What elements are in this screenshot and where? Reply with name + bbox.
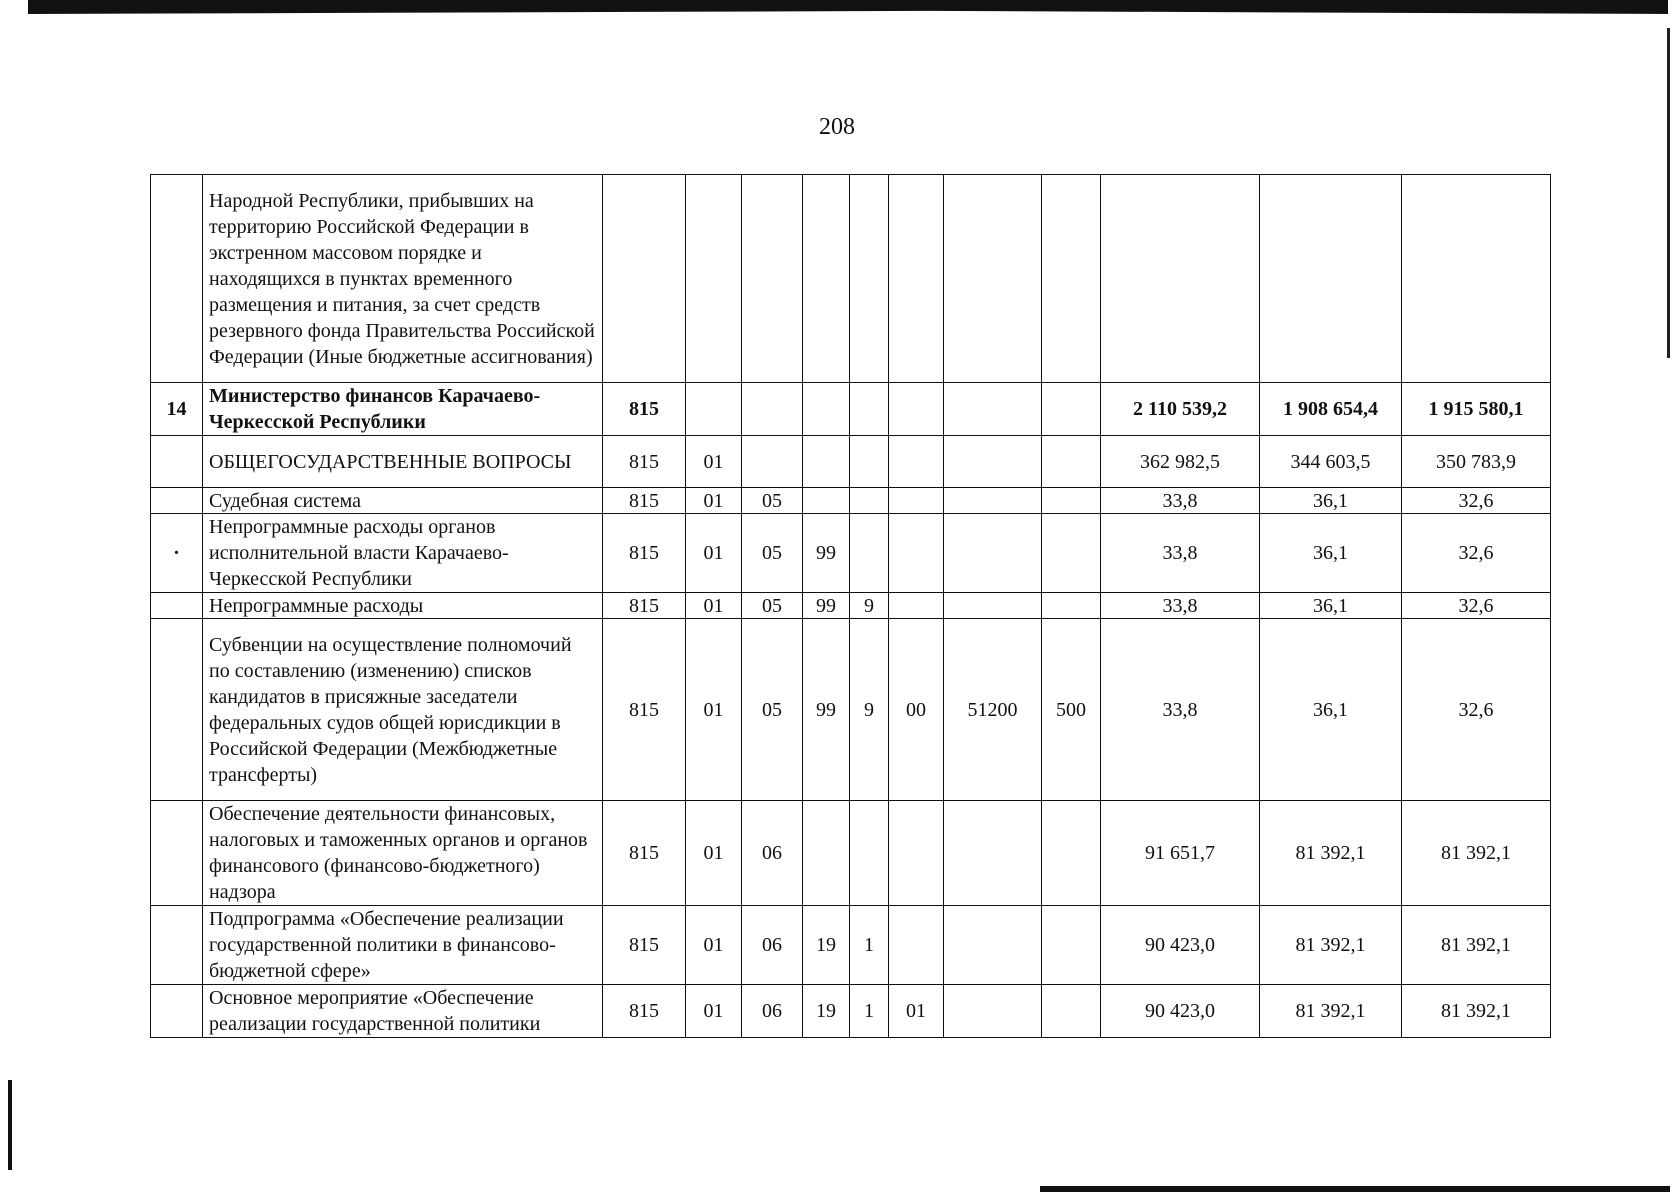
table-row [151,175,1551,383]
activity-code [889,175,944,383]
amount-year-2: 36,1 [1260,593,1402,619]
grbs-code: 815 [603,619,686,801]
subprogram-code [850,436,889,488]
row-name: Министерство финансов Карачаево-Черкесской Республики [203,383,603,436]
pr-code: 05 [742,593,803,619]
amount-year-3: 81 392,1 [1402,801,1551,906]
table-row [151,514,1551,593]
scan-edge-right [1667,28,1670,358]
row-number [151,488,203,514]
program-code [803,175,850,383]
amount-year-1: 33,8 [1101,593,1260,619]
subprogram-code [850,488,889,514]
row-number [151,175,203,383]
amount-year-1: 33,8 [1101,514,1260,593]
direction-code [944,906,1042,985]
table-row [151,593,1551,619]
grbs-code: 815 [603,593,686,619]
amount-year-1: 33,8 [1101,488,1260,514]
row-number [151,801,203,906]
row-number [151,985,203,1038]
pr-code: 06 [742,801,803,906]
table-row [151,801,1551,906]
program-code [803,383,850,436]
amount-year-1: 91 651,7 [1101,801,1260,906]
rz-code: 01 [686,801,742,906]
activity-code [889,488,944,514]
pr-code [742,383,803,436]
grbs-code: 815 [603,985,686,1038]
amount-year-1: 2 110 539,2 [1101,383,1260,436]
amount-year-3: 32,6 [1402,593,1551,619]
direction-code [944,436,1042,488]
amount-year-3: 81 392,1 [1402,906,1551,985]
scan-edge-bottom [1040,1186,1670,1192]
activity-code [889,906,944,985]
expense-type-code [1042,488,1101,514]
amount-year-2: 36,1 [1260,488,1402,514]
table-row [151,383,1551,436]
amount-year-3 [1402,175,1551,383]
amount-year-3: 32,6 [1402,488,1551,514]
subprogram-code [850,801,889,906]
row-number [151,906,203,985]
row-number [151,593,203,619]
expense-type-code [1042,801,1101,906]
grbs-code: 815 [603,514,686,593]
activity-code: 00 [889,619,944,801]
row-name: ОБЩЕГОСУДАРСТВЕННЫЕ ВОПРОСЫ [203,436,603,488]
grbs-code: 815 [603,801,686,906]
grbs-code: 815 [603,488,686,514]
subprogram-code [850,175,889,383]
direction-code [944,488,1042,514]
pr-code: 05 [742,488,803,514]
activity-code [889,801,944,906]
amount-year-2: 81 392,1 [1260,906,1402,985]
row-name: Народной Республики, прибывших на территорию Российской Федерации в экстренном массовом порядке и находящихся в пунктах временного размещения и питания, за счет средств резервного фонда Правительства Российской Федерации (Иные бюджетные ассигнования) [203,175,603,383]
direction-code [944,514,1042,593]
subprogram-code [850,514,889,593]
pr-code [742,436,803,488]
budget-table [150,174,1551,1038]
program-code: 19 [803,985,850,1038]
pr-code: 05 [742,514,803,593]
amount-year-2: 36,1 [1260,619,1402,801]
row-name: Основное мероприятие «Обеспечение реализации государственной политики [203,985,603,1038]
row-number: · [151,514,203,593]
rz-code [686,383,742,436]
table-row [151,619,1551,801]
direction-code: 51200 [944,619,1042,801]
expense-type-code [1042,436,1101,488]
amount-year-2: 36,1 [1260,514,1402,593]
expense-type-code: 500 [1042,619,1101,801]
row-name: Субвенции на осуществление полномочий по составлению (изменению) списков кандидатов в присяжные заседатели федеральных судов общей юрисдикции в Российской Федерации (Межбюджетные трансферты) [203,619,603,801]
program-code [803,436,850,488]
row-name: Судебная система [203,488,603,514]
amount-year-3: 350 783,9 [1402,436,1551,488]
amount-year-2: 81 392,1 [1260,801,1402,906]
amount-year-2: 1 908 654,4 [1260,383,1402,436]
amount-year-3: 81 392,1 [1402,985,1551,1038]
program-code [803,801,850,906]
activity-code: 01 [889,985,944,1038]
amount-year-2: 344 603,5 [1260,436,1402,488]
amount-year-2 [1260,175,1402,383]
grbs-code [603,175,686,383]
scan-edge-left [8,1080,12,1170]
subprogram-code: 9 [850,619,889,801]
program-code: 99 [803,593,850,619]
pr-code: 05 [742,619,803,801]
row-number [151,436,203,488]
activity-code [889,514,944,593]
program-code [803,488,850,514]
scan-edge-top [28,0,1668,14]
program-code: 99 [803,619,850,801]
direction-code [944,801,1042,906]
amount-year-2: 81 392,1 [1260,985,1402,1038]
activity-code [889,593,944,619]
expense-type-code [1042,514,1101,593]
subprogram-code: 1 [850,985,889,1038]
expense-type-code [1042,383,1101,436]
amount-year-1: 90 423,0 [1101,985,1260,1038]
program-code: 99 [803,514,850,593]
rz-code: 01 [686,619,742,801]
pr-code: 06 [742,906,803,985]
page-number: 208 [819,114,855,140]
row-name: Непрограммные расходы органов исполнительной власти Карачаево-Черкесской Республики [203,514,603,593]
program-code: 19 [803,906,850,985]
amount-year-1 [1101,175,1260,383]
rz-code: 01 [686,436,742,488]
table-row [151,985,1551,1038]
activity-code [889,383,944,436]
rz-code [686,175,742,383]
table-row [151,906,1551,985]
row-number: 14 [151,383,203,436]
pr-code: 06 [742,985,803,1038]
subprogram-code [850,383,889,436]
grbs-code: 815 [603,906,686,985]
direction-code [944,593,1042,619]
rz-code: 01 [686,906,742,985]
subprogram-code: 9 [850,593,889,619]
amount-year-3: 32,6 [1402,514,1551,593]
expense-type-code [1042,593,1101,619]
subprogram-code: 1 [850,906,889,985]
rz-code: 01 [686,514,742,593]
table-row [151,436,1551,488]
expense-type-code [1042,906,1101,985]
row-number [151,619,203,801]
grbs-code: 815 [603,436,686,488]
amount-year-3: 32,6 [1402,619,1551,801]
direction-code [944,383,1042,436]
pr-code [742,175,803,383]
direction-code [944,175,1042,383]
table-row [151,488,1551,514]
amount-year-1: 33,8 [1101,619,1260,801]
activity-code [889,436,944,488]
expense-type-code [1042,175,1101,383]
grbs-code: 815 [603,383,686,436]
row-name: Непрограммные расходы [203,593,603,619]
amount-year-1: 90 423,0 [1101,906,1260,985]
row-name: Обеспечение деятельности финансовых, налоговых и таможенных органов и органов финансового (финансово-бюджетного) надзора [203,801,603,906]
expense-type-code [1042,985,1101,1038]
rz-code: 01 [686,593,742,619]
rz-code: 01 [686,985,742,1038]
direction-code [944,985,1042,1038]
amount-year-3: 1 915 580,1 [1402,383,1551,436]
row-name: Подпрограмма «Обеспечение реализации государственной политики в финансово-бюджетной сфере» [203,906,603,985]
rz-code: 01 [686,488,742,514]
amount-year-1: 362 982,5 [1101,436,1260,488]
